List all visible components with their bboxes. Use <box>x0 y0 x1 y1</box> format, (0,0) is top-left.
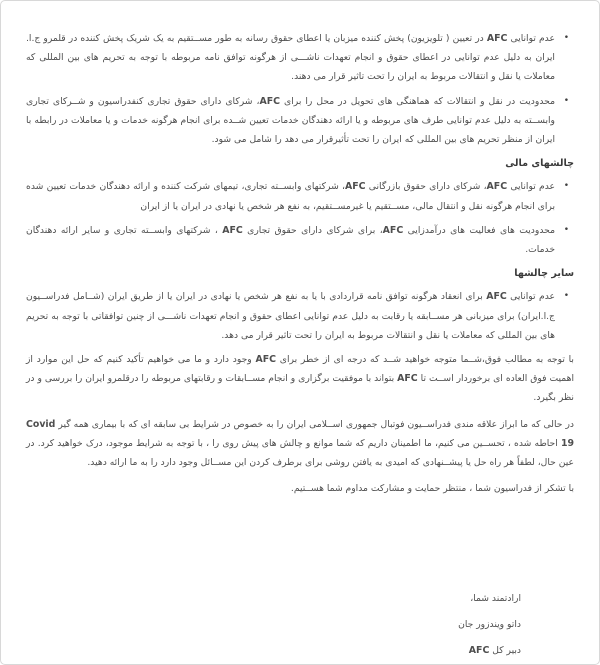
bullet-icon: • <box>563 181 569 192</box>
heading-other-challenges: سایر چالشها <box>514 268 574 280</box>
bullet-text: محدودیت در نقل و انتقالات که هماهنگی های تحویل در محل را برای AFC، شرکای دارای حقوق تجاری کنفدراسیون و شــرکای تجاری وابســته به دلیل عدم توانایی طرف های مربوطه و یا ارائه دهندگان خدمات تعیین شــده برای انجام هرگونه خدمات و یا معاملات در رابطه با ایران از منظر تحریم های بین المللی که ایران را تحت تأثیرقرار می دهد را شامل می شود. <box>26 95 555 146</box>
bullet-item-financial-transfers <box>26 177 574 215</box>
signature-block <box>458 589 521 665</box>
paragraph-risk-summary: با توجه به مطالب فوق،شــما متوجه خواهید شــد که درجه ای از خطر برای AFC وجود دارد و ما می خواهیم تأکید کنیم که حل این موارد از اهمیت فوق العاده ای برخوردار اســت تا AFC بتواند با موفقیت برگزاری و انجام مســابقات و رقابتهای مربوطه را درقلمرو ایران را بررسی و در نظر بگیرد. <box>26 354 574 404</box>
bullet-text: محدودیت های فعالیت های درآمدزایی AFC، برای شرکای دارای حقوق تجاری AFC ، شرکتهای وابســته تجاری و سایر ارائه دهندگان خدمات. <box>26 224 555 256</box>
signature-title: دبیر کل AFC <box>468 645 521 656</box>
heading-financial-challenges: چالشهای مالی <box>505 158 574 170</box>
bullet-text: عدم توانایی AFC، شرکای دارای حقوق بازرگانی AFC، شرکتهای وابســته تجاری، تیمهای شرکت کننده و ارائه دهندگان خدمات تعیین شده برای انجام هرگونه نقل و انتقال مالی، مســتقیم یا غیرمســتقیم، به نفع هر شخص یا نهادی در ایران یا از ایران <box>26 181 556 212</box>
bullet-item-broadcast <box>26 29 574 87</box>
paragraph-covid-appreciation: در حالی که ما ابراز علاقه مندی فدراســیون فوتبال جمهوری اســلامی ایران را به خصوص در شرایط بی سابقه ای که با بیماری همه گیر Covid 19 احاطه شده ، تحســین می کنیم، ما اطمینان داریم که شما موانع و چالش های پیش روی را ، با توجه به شرایط موجود، درک خواهید کرد. در عین حال، لطفاً هر راه حل یا پیشــنهادی که امیدی به یافتن روشی برای برطرف کردن این مســائل وجود دارد را به ما ارائه دهید. <box>26 418 574 469</box>
bullet-item-contracts <box>26 287 574 345</box>
closing-thanks-line: با تشکر از فدراسیون شما ، منتظر حمایت و مشارکت مداوم شما هســتیم. <box>290 483 574 495</box>
bullet-icon: • <box>563 33 569 43</box>
bullet-text: عدم توانایی AFC برای انعقاد هرگونه توافق نامه قراردادی با یا به نفع هر شخص یا نهادی در ایران یا از طریق ایران (شــامل فدراســیون ج.ا.ایران) برای میزبانی هر مســابقه یا رقابت به دلیل عدم توانایی اعطای حقوق و انجام تعهدات ناشـــی از چنین توافقاتی با توجه به تحریم های بین المللی که معاملات یا نقل و انتقالات مربوط به ایران را تحت تاثیر قرار می دهد. <box>26 291 555 341</box>
bullet-item-revenue-restrictions <box>26 221 574 259</box>
signature-name: داتو ویندزور جان <box>458 619 521 630</box>
bullet-item-transfers <box>26 92 574 150</box>
bullet-icon: • <box>563 291 569 302</box>
bullet-text: عدم توانایی AFC در تعیین ( تلویزیون) پخش کننده میزبان یا اعطای حقوق رسانه به طور مســتقیم به یک شریک پخش کننده در قلمرو ج.ا. ایران به دلیل عدم توانایی در اعطای حقوق و انجام تعهدات ناشـــی از هرگونه توافق نامه مربوطه با توجه به تحریم های بین المللی که معاملات یا نقل و انتقالات مربوط به ایران را تحت تاثیر قرار می دهند. <box>26 33 555 83</box>
bullet-icon: • <box>563 95 569 106</box>
signature-salutation: ارادتمند شما، <box>470 593 521 604</box>
bullet-icon: • <box>563 224 569 235</box>
